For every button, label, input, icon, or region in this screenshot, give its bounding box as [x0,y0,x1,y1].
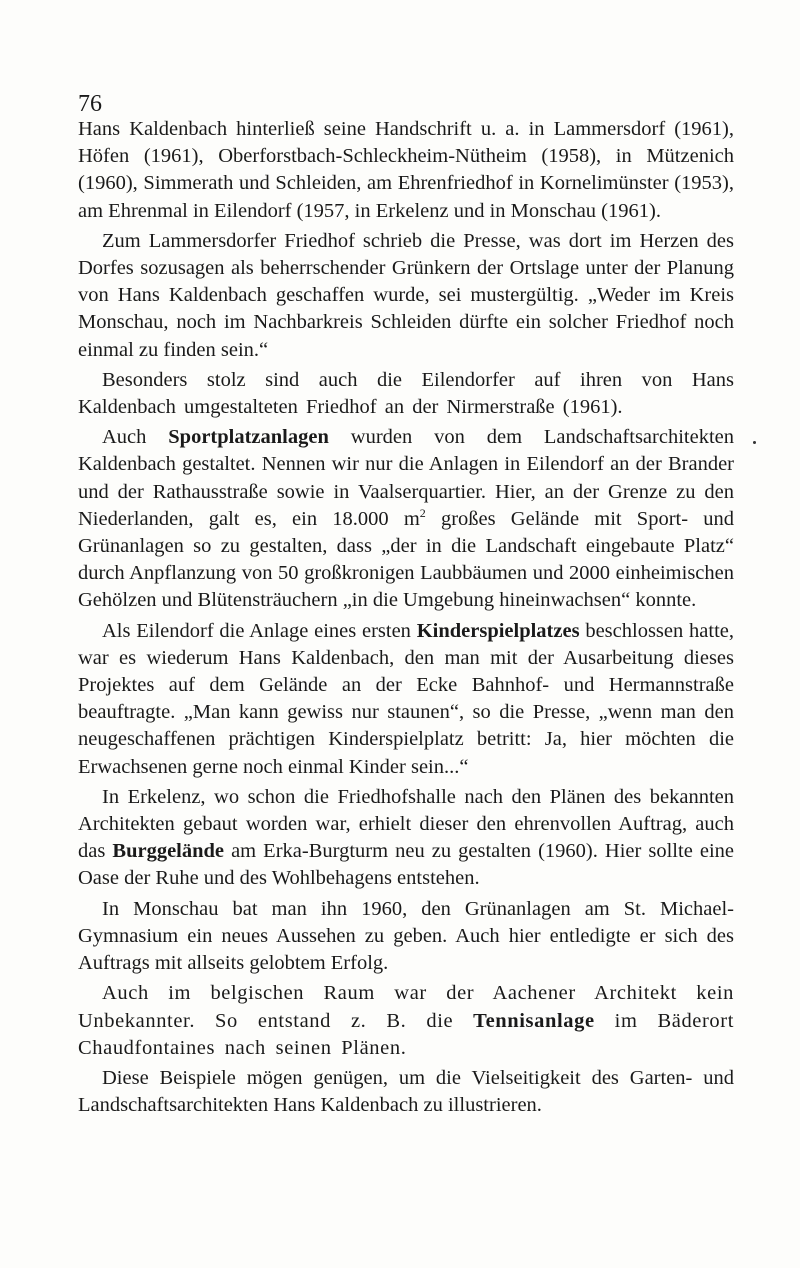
paragraph-lammersdorf: Zum Lammersdorfer Friedhof schrieb die Presse, was dort im Herzen des Dorfes sozusagen als beherrschender Grünkern der Ortslage unter der Planung von Hans Kaldenbach geschaffen wurde, sei mustergültig. „Weder im Kreis Monschau, noch im Nachbarkreis Schleiden dürfte ein solcher Friedhof noch einmal zu finden sein.“ [78,229,734,361]
paragraph-text: im Bäderort Chaudfontaines nach seinen Plänen. [78,1009,735,1059]
paragraph-text: großes Gelände mit Sport- und Grünanlagen so zu gestalten, dass „der in die Landschaft eingebaute Platz“ durch Anpflanzung von 50 großkronigen Laubbäumen und 2000 einheimischen Gehölzen und Blütensträuchern „in die Umgebung hineinwachsen“ konnte. [78,507,734,612]
paragraph-handschrift: Hans Kaldenbach hinterließ seine Handschrift u. a. in Lammersdorf (1961), Höfen (1961), Oberforstbach-Schleckheim-Nütheim (1958), in Mützenich (1960), Simmerath und Schleiden, am Ehrenfriedhof in Kornelimünster (1953), am Ehrenmal in Eilendorf (1957, in Erkelenz und in Monschau (1961). [78,118,734,222]
paragraph-eilendorf-friedhof: Besonders stolz sind auch die Eilendorfer auf ihren von Hans Kaldenbach umgestalteten Friedhof an der Nirmerstraße (1961). [78,368,734,419]
paragraph-text: Als Eilendorf die Anlage eines ersten [102,619,417,642]
paragraph-text: am Erka-Burgturm neu zu gestalten (1960). Hier sollte eine Oase der Ruhe und des Wohlbehagens entstehen. [78,840,734,890]
paragraph-text: beschlossen hatte, war es wiederum Hans Kaldenbach, den man mit der Ausarbeitung dieses Projektes auf dem Gelände an der Ecke Bahnhof- und Hermannstraße beauftragte. „Man kann gewiss nur staunen“, so die Presse, „wenn man den neugeschaffenen prächtigen Kinderspielplatz betritt: Ja, hier möchten die Erwachsenen gerne noch einmal Kinder sein...“ [78,619,734,778]
paragraph-monschau: In Monschau bat man ihn 1960, den Grünanlagen am St. Michael-Gymnasium ein neues Aussehen zu geben. Auch hier entledigte er sich des Auftrags mit allseits gelobtem Erfolg. [78,897,734,975]
highlight-burggelaende: Burggelände [112,840,225,863]
highlight-sportplatzanlagen: Sportplatzanlagen [168,426,329,449]
paragraph-sportplatzanlagen [78,424,734,614]
paragraph-schluss: Diese Beispiele mögen genügen, um die Vielseitigkeit des Garten- und Landschaftsarchitekten Hans Kaldenbach zu illustrieren. [78,1066,734,1117]
margin-dot [753,441,756,444]
highlight-kinderspielplatzes: Kinderspielplatzes [416,619,580,642]
paragraph-belgien [78,980,734,1062]
page-number: 76 [78,91,102,117]
superscript-2: 2 [419,506,426,521]
body-text [78,116,734,1122]
paragraph-text: Auch [102,426,169,449]
highlight-tennisanlage: Tennisanlage [473,1009,595,1032]
paragraph-kinderspielplatz [78,618,734,781]
paragraph-text: wurden von dem Landschaftsarchitekten Kaldenbach gestaltet. Nennen wir nur die Anlagen in Eilendorf an der Brander und der Rathausstraße sowie in Vaalserquartier. Hier, an der Grenze zu den Niederlanden, galt es, ein 18.000 m [78,426,734,530]
paragraph-erkelenz [78,784,734,893]
paragraph-text: Auch im belgischen Raum war der Aachener Architekt kein Unbekannter. So entstand z. B. die [78,982,734,1032]
paragraph-text: In Erkelenz, wo schon die Friedhofshalle nach den Plänen des bekannten Architekten gebaut worden war, erhielt dieser den ehrenvollen Auftrag, auch das [78,785,734,863]
